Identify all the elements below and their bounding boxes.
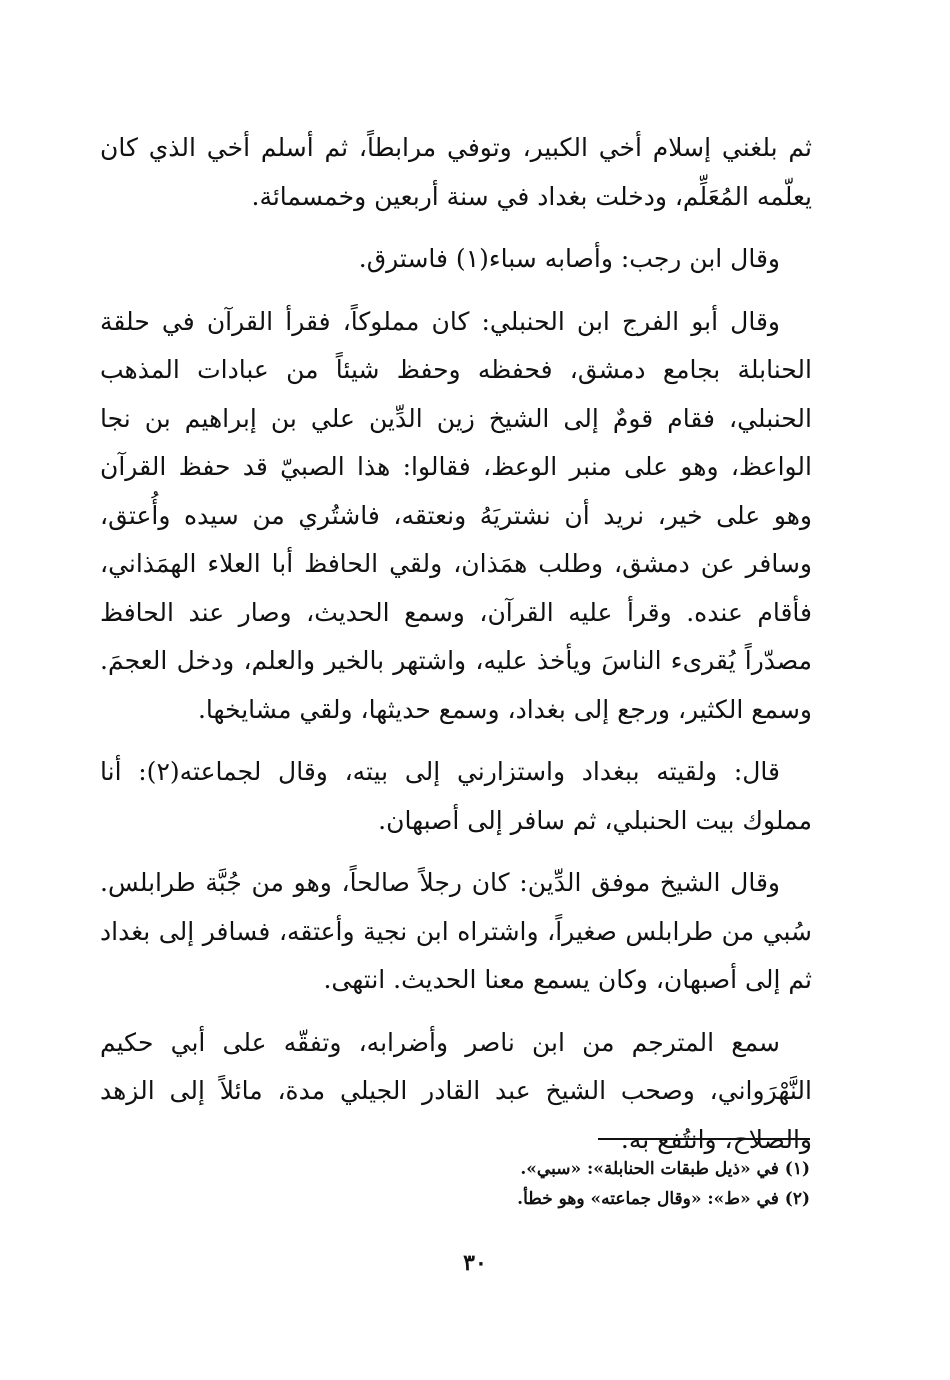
footnote-1: (١) في «ذيل طبقات الحنابلة»: «سبي».	[520, 1159, 810, 1179]
main-text	[100, 124, 812, 1178]
footnote-divider	[598, 1138, 810, 1140]
paragraph-5: وقال الشيخ موفق الدِّين: كان رجلاً صالحاً، وهو من جُبَّة طرابلس. سُبي من طرابلس صغيراً، واشتراه ابن نجية وأعتقه، فسافر إلى بغداد ثم إلى أصبهان، وكان يسمع معنا الحديث. انتهى.	[100, 868, 812, 994]
footnotes	[300, 1154, 810, 1214]
paragraph-6: سمع المترجم من ابن ناصر وأضرابه، وتفقّه على أبي حكيم النَّهْرَواني، وصحب الشيخ عبد القادر الجيلي مدة، مائلاً إلى الزهد والصلاح، وانتُفع به.	[100, 1027, 812, 1154]
paragraph-4: قال: ولقيته ببغداد واستزارني إلى بيته، وقال لجماعته(٢): أنا مملوك بيت الحنبلي، ثم سافر إلى أصبهان.	[100, 757, 812, 835]
paragraph-2: وقال ابن رجب: وأصابه سباء(١) فاسترق.	[358, 244, 780, 273]
footnote-2: (٢) في «ط»: «وقال جماعته» وهو خطأ.	[517, 1189, 810, 1209]
page-number: ٣٠	[463, 1250, 487, 1276]
paragraph-3: وقال أبو الفرج ابن الحنبلي: كان مملوكاً، فقرأ القرآن في حلقة الحنابلة بجامع دمشق، فحفظه وحفظ شيئاً من عبادات المذهب الحنبلي، فقام قومٌ إلى الشيخ زين الدِّين علي بن إبراهيم بن نجا الواعظ، وهو على منبر الوعظ، فقالوا: هذا الصبيّ قد حفظ القرآن وهو على خير، نريد أن نشتريَهُ ونعتقه، فاشتُري من سيده وأُعتق، وسافر عن دمشق، وطلب همَذان، ولقي الحافظ أبا العلاء الهمَذاني، فأقام عنده. وقرأ عليه القرآن، وسمع الحديث، وصار عند الحافظ مصدّراً يُقرىء الناسَ ويأخذ عليه، واشتهر بالخير والعلم، ودخل العجمَ. وسمع الكثير، ورجع إلى بغداد، وسمع حديثها، ولقي مشايخها.	[100, 306, 812, 724]
paragraph-1: ثم بلغني إسلام أخي الكبير، وتوفي مرابطاً، ثم أسلم أخي الذي كان يعلّمه المُعَلِّم، ودخلت بغداد في سنة أربعين وخمسمائة.	[100, 133, 812, 211]
